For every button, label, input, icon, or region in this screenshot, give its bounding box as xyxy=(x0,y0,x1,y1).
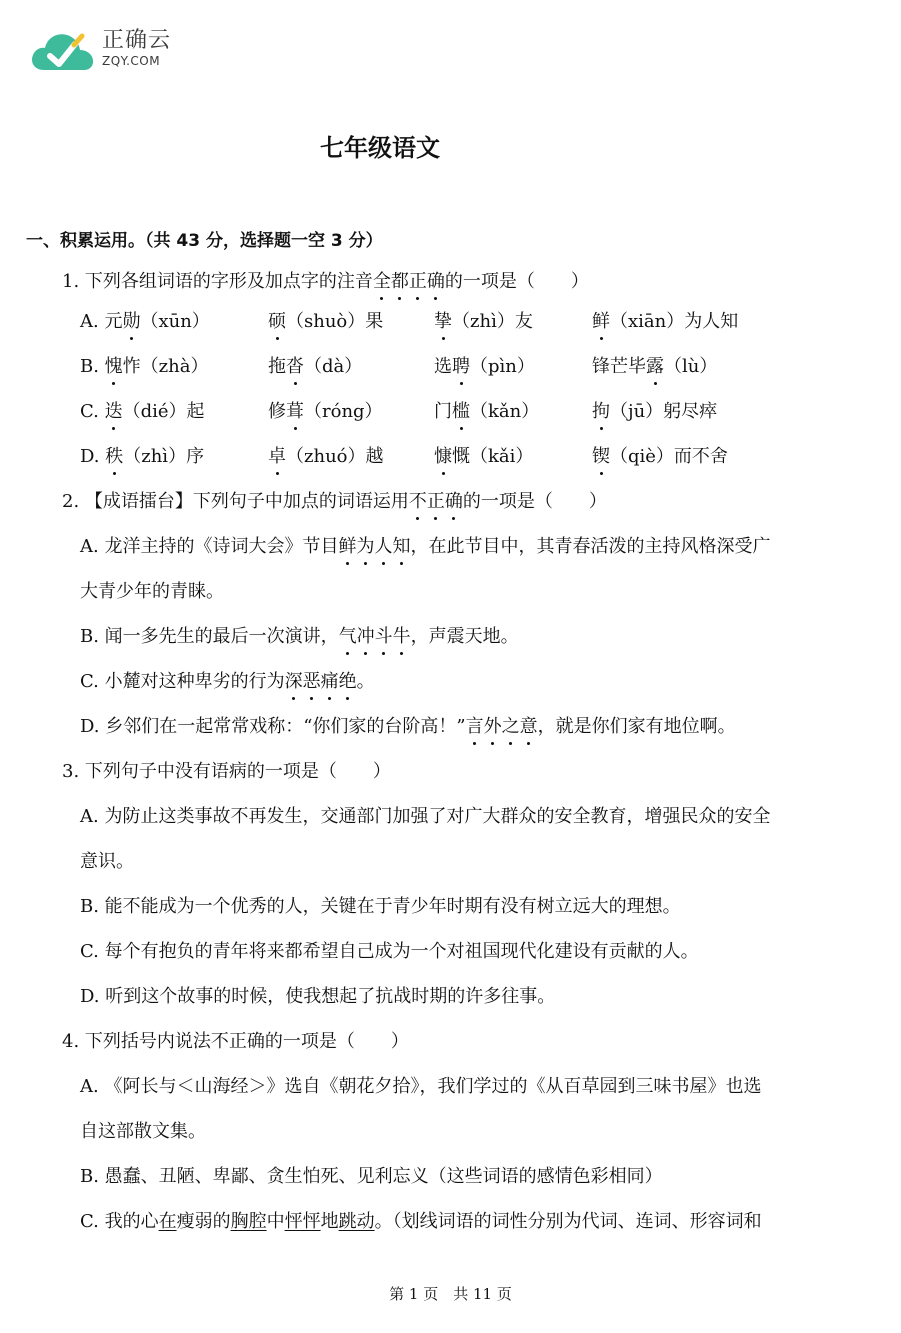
option-b1: B. 愧怍（zhà） xyxy=(80,356,209,377)
dotted-emphasis: 言外之意 xyxy=(465,716,538,737)
option-c3: 门槛（kǎn） xyxy=(434,401,540,422)
dotted-emphasis: 全都正确 xyxy=(372,271,445,292)
question-4-option-c: C. 我的心在瘦弱的胸腔中怦怦地跳动。（划线词语的词性分别为代词、连词、形容词和 xyxy=(80,1211,762,1232)
option-d2: 卓（zhuó）越 xyxy=(268,446,384,467)
dotted-emphasis: 气冲斗牛 xyxy=(338,626,411,647)
option-b4: 锋芒毕露（lù） xyxy=(592,356,718,377)
option-c4: 拘（jū）躬尽瘁 xyxy=(592,401,718,422)
option-d1: D. 秩（zhì）序 xyxy=(80,446,205,467)
question-3-stem: 3. 下列句子中没有语病的一项是（ ） xyxy=(62,761,391,782)
option-a1: A. 元勋（xūn） xyxy=(80,311,210,332)
question-4-option-a-line1: A. 《阿长与＜山海经＞》选自《朝花夕拾》，我们学过的《从百草园到三味书屋》也选 xyxy=(80,1076,762,1097)
question-2-option-a-line2: 大青少年的青睐。 xyxy=(80,581,224,602)
option-a4: 鲜（xiān）为人知 xyxy=(592,311,739,332)
question-3-option-b: B. 能不能成为一个优秀的人，关键在于青少年时期有没有树立远大的理想。 xyxy=(80,896,681,917)
question-2-option-c: C. 小麓对这种卑劣的行为深恶痛绝。 xyxy=(80,671,375,692)
option-a3: 挚（zhì）友 xyxy=(434,311,533,332)
dotted-emphasis: 不正确 xyxy=(408,491,463,512)
question-4-option-b: B. 愚蠢、丑陋、卑鄙、贪生怕死、见利忘义（这些词语的感情色彩相同） xyxy=(80,1166,663,1187)
question-3-option-a-line2: 意识。 xyxy=(80,851,134,872)
dotted-emphasis: 鲜为人知 xyxy=(338,536,411,557)
question-3-option-d: D. 听到这个故事的时候，使我想起了抗战时期的许多往事。 xyxy=(80,986,556,1007)
question-2-option-a-line1: A. 龙洋主持的《诗词大会》节目鲜为人知，在此节目中，其青春活泼的主持风格深受广 xyxy=(80,536,771,557)
question-4-stem: 4. 下列括号内说法不正确的一项是（ ） xyxy=(62,1031,409,1052)
section-heading: 一、积累运用。（共 43 分，选择题一空 3 分） xyxy=(26,231,383,251)
question-4-option-a-line2: 自这部散文集。 xyxy=(80,1121,206,1142)
question-2-option-d: D. 乡邻们在一起常常戏称：“你们家的台阶高！”言外之意，就是你们家有地位啊。 xyxy=(80,716,736,737)
page-footer: 第 1 页 共 11 页 xyxy=(389,1285,512,1303)
question-2-option-b: B. 闻一多先生的最后一次演讲，气冲斗牛，声震天地。 xyxy=(80,626,519,647)
page-title: 七年级语文 xyxy=(320,134,440,162)
option-a2: 硕（shuò）果 xyxy=(268,311,384,332)
brand-name: 正确云 xyxy=(102,28,172,53)
question-2-stem: 2. 【成语擂台】下列句子中加点的词语运用不正确的一项是（ ） xyxy=(62,491,607,512)
dotted-emphasis: 深恶痛绝 xyxy=(284,671,357,692)
question-3-option-c: C. 每个有抱负的青年将来都希望自己成为一个对祖国现代化建设有贡献的人。 xyxy=(80,941,699,962)
option-b2: 拖沓（dà） xyxy=(268,356,363,377)
question-3-option-a-line1: A. 为防止这类事故不再发生，交通部门加强了对广大群众的安全教育，增强民众的安全 xyxy=(80,806,771,827)
option-c2: 修葺（róng） xyxy=(268,401,383,422)
cloud-icon xyxy=(32,34,93,70)
brand-domain: ZQY.COM xyxy=(102,54,161,68)
brand-text xyxy=(102,28,171,68)
option-d4: 锲（qiè）而不舍 xyxy=(592,446,728,467)
question-1-stem: 1. 下列各组词语的字形及加点字的注音全都正确的一项是（ ） xyxy=(62,271,589,292)
option-d3: 慷慨（kǎi） xyxy=(434,446,534,467)
option-b3: 选聘（pìn） xyxy=(434,356,535,377)
option-c1: C. 迭（dié）起 xyxy=(80,401,205,422)
